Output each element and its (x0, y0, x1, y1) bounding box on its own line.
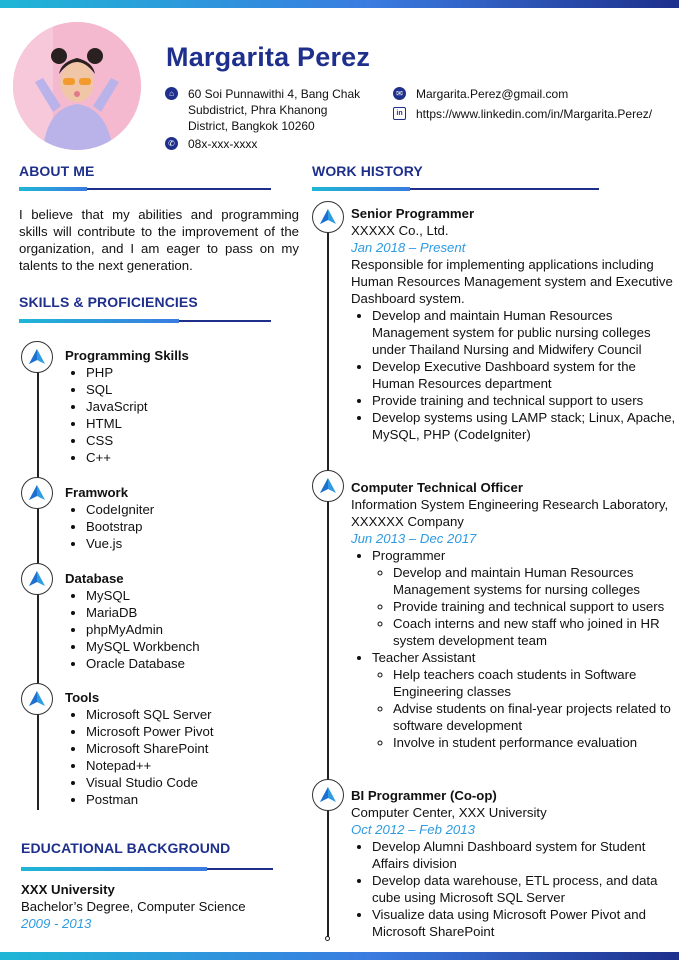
skill-group-framework (65, 484, 154, 552)
list-item: • Microsoft SharePoint (86, 740, 214, 757)
skill-node-icon (21, 477, 53, 509)
education-entry (21, 881, 246, 932)
list-item: • CSS (86, 432, 189, 449)
role-name: Programmer (372, 548, 446, 563)
list-item: • JavaScript (86, 398, 189, 415)
skill-group-title: Framwork (65, 485, 129, 500)
skill-group-title: Tools (65, 690, 100, 705)
list-item: • MySQL (86, 587, 200, 604)
education-divider (21, 868, 273, 870)
skill-node-icon (21, 341, 53, 373)
job-dates: Jun 2013 – Dec 2017 (351, 531, 477, 546)
degree: Bachelor’s Degree, Computer Science (21, 899, 246, 914)
about-text: I believe that my abilities and programming skills will contribute to the improvement of the organization, and I am eager to pass on my talents to the next generation. (19, 207, 299, 273)
phone-text: 08x-xxx-xxxx (188, 137, 258, 151)
skill-group-tools (65, 689, 214, 808)
job-node-icon (312, 779, 344, 811)
list-item: • Develop systems using LAMP stack; Linux, Apache, MySQL, PHP (CodeIgniter) (372, 409, 676, 443)
list-item: • Microsoft Power Pivot (86, 723, 214, 740)
list-item: ◦ Help teachers coach students in Software Engineering classes (393, 666, 676, 700)
list-item: • phpMyAdmin (86, 621, 200, 638)
list-item: ◦ Develop and maintain Human Resources Management systems for nursing colleges (393, 564, 676, 598)
list-item: • C++ (86, 449, 189, 466)
skills-divider (19, 320, 271, 322)
skill-group-title: Programming Skills (65, 348, 189, 363)
role-name: Teacher Assistant (372, 650, 476, 665)
phone-icon: ✆ (165, 137, 178, 150)
role-item (372, 649, 676, 751)
job-company: XXXXX Co., Ltd. (351, 223, 449, 238)
list-item: • Develop Alumni Dashboard system for Student Affairs division (372, 838, 676, 872)
job-dates: Jan 2018 – Present (351, 240, 466, 255)
list-item: • Bootstrap (86, 518, 154, 535)
education-heading: EDUCATIONAL BACKGROUND (21, 840, 231, 856)
about-heading: ABOUT ME (19, 163, 95, 179)
top-accent-bar (0, 0, 679, 8)
list-item: • Develop Executive Dashboard system for the Human Resources department (372, 358, 676, 392)
list-item: • Microsoft SQL Server (86, 706, 214, 723)
work-heading: WORK HISTORY (312, 163, 423, 179)
job-computer-technical-officer (351, 479, 676, 751)
email-text[interactable]: Margarita.Perez@gmail.com (416, 87, 569, 101)
linkedin-icon: in (393, 107, 406, 120)
home-icon: ⌂ (165, 87, 178, 100)
list-item: • Develop data warehouse, ETL process, and data cube using Microsoft SQL Server (372, 872, 676, 906)
phone-row (165, 136, 257, 152)
list-item: • Vue.js (86, 535, 154, 552)
work-divider (312, 188, 599, 190)
address-row (165, 86, 365, 134)
list-item: • SQL (86, 381, 189, 398)
job-company: Computer Center, XXX University (351, 805, 547, 820)
linkedin-row[interactable] (393, 106, 652, 122)
skill-group-title: Database (65, 571, 124, 586)
work-timeline (327, 216, 329, 938)
list-item: • Notepad++ (86, 757, 214, 774)
list-item: • CodeIgniter (86, 501, 154, 518)
job-bi-programmer (351, 787, 676, 940)
list-item: • MySQL Workbench (86, 638, 200, 655)
about-divider (19, 188, 271, 190)
list-item: • Visualize data using Microsoft Power Pivot and Microsoft SharePoint (372, 906, 676, 940)
list-item: • Visual Studio Code (86, 774, 214, 791)
list-item: • Develop and maintain Human Resources Management system for public nursing colleges under Thailand Nursing and Midwifery Council (372, 307, 676, 358)
list-item: • MariaDB (86, 604, 200, 621)
list-item: ◦ Provide training and technical support to users (393, 598, 676, 615)
list-item: • PHP (86, 364, 189, 381)
profile-photo (13, 22, 141, 150)
list-item: ◦ Coach interns and new staff who joined in HR system development team (393, 615, 676, 649)
job-title: BI Programmer (Co-op) (351, 788, 497, 803)
list-item: ◦ Advise students on final-year projects related to software development (393, 700, 676, 734)
skill-group-database (65, 570, 200, 672)
job-title: Computer Technical Officer (351, 480, 523, 495)
skill-node-icon (21, 683, 53, 715)
job-company: Information System Engineering Research Laboratory, XXXXXX Company (351, 497, 669, 529)
linkedin-link[interactable]: https://www.linkedin.com/in/Margarita.Perez/ (416, 107, 653, 121)
list-item: ◦ Involve in student performance evaluation (393, 734, 676, 751)
job-title: Senior Programmer (351, 206, 475, 221)
list-item: • HTML (86, 415, 189, 432)
skill-group-programming (65, 347, 189, 466)
job-summary: Responsible for implementing applications including Human Resources Management system and Executive Dashboard system. (351, 257, 673, 306)
job-dates: Oct 2012 – Feb 2013 (351, 822, 475, 837)
job-senior-programmer (351, 205, 676, 443)
job-node-icon (312, 201, 344, 233)
role-item (372, 547, 676, 649)
education-dates: 2009 - 2013 (21, 916, 92, 931)
skill-node-icon (21, 563, 53, 595)
address-text: 60 Soi Punnawithi 4, Bang Chak Subdistrict, Phra Khanong District, Bangkok 10260 (188, 87, 361, 133)
timeline-end-dot (325, 936, 330, 941)
bottom-accent-bar (0, 952, 679, 960)
school-name: XXX University (21, 882, 115, 897)
email-row[interactable] (393, 86, 568, 102)
candidate-name: Margarita Perez (166, 42, 371, 72)
job-node-icon (312, 470, 344, 502)
mail-icon: ✉ (393, 87, 406, 100)
list-item: • Postman (86, 791, 214, 808)
skills-heading: SKILLS & PROFICIENCIES (19, 294, 198, 310)
list-item: • Provide training and technical support to users (372, 392, 676, 409)
list-item: • Oracle Database (86, 655, 200, 672)
